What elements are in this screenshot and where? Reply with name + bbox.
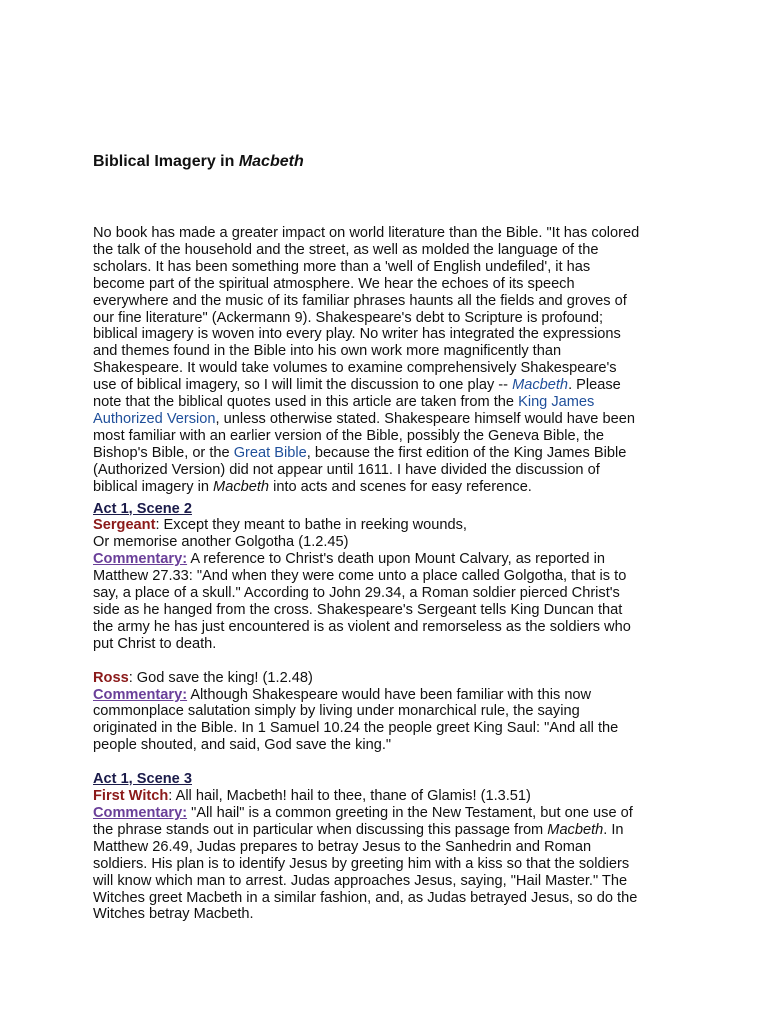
great-bible-link[interactable]: Great Bible: [233, 444, 307, 461]
commentary-line: the army he has just encountered is as violent and remorseless as the soldiers who: [93, 618, 631, 635]
intro-line: [93, 479, 683, 496]
intro-line: No book has made a greater impact on world literature than the Bible. "It has colored: [93, 225, 640, 241]
commentary-text: . In: [603, 821, 624, 838]
intro-line: Shakespeare. It would take volumes to examine comprehensively Shakespeare's: [93, 360, 617, 377]
quote-line: [93, 670, 683, 687]
intro-line: most familiar with an earlier version of the Bible, possibly the Geneva Bible, the: [93, 427, 605, 444]
intro-line: (Authorized Version) did not appear until 1611. I have divided the discussion of: [93, 461, 600, 478]
intro-line: [93, 394, 683, 411]
section-ross: [93, 670, 683, 755]
commentary-line: originated in the Bible. In 1 Samuel 10.24 the people greet King Saul: "And all the: [93, 720, 619, 737]
intro-text: into acts and scenes for easy reference.: [269, 478, 532, 495]
intro-line: [93, 445, 683, 462]
intro-text: , unless otherwise stated. Shakespeare himself would have been: [215, 410, 635, 427]
intro-text: note that the biblical quotes used in this article are taken from the: [93, 394, 519, 411]
commentary-line: Matthew 26.49, Judas prepares to betray Jesus to the Sanhedrin and Roman: [93, 838, 592, 855]
quote-line: Or memorise another Golgotha (1.2.45): [93, 534, 349, 551]
act-heading: Act 1, Scene 2: [93, 500, 192, 517]
commentary-text: A reference to Christ's death upon Mount Calvary, as reported in: [187, 551, 605, 568]
intro-paragraph: [93, 225, 683, 496]
commentary-line: soldiers. His plan is to identify Jesus by greeting him with a kiss so that the soldiers: [93, 855, 630, 872]
quote-text: : Except they meant to bathe in reeking wounds,: [155, 517, 467, 534]
intro-text: biblical imagery in: [93, 478, 214, 495]
intro-line: biblical imagery is woven into every play. No writer has integrated the expressions: [93, 326, 621, 343]
spacer: [93, 653, 683, 670]
quote-text: : All hail, Macbeth! hail to thee, thane of Glamis! (1.3.51): [168, 788, 531, 805]
speaker-name: First Witch: [93, 788, 169, 805]
commentary-line: side as he hanged from the cross. Shakespeare's Sergeant tells King Duncan that: [93, 601, 623, 618]
commentary-line: Witches greet Macbeth in a similar fashion, and, as Judas betrayed Jesus, so do the: [93, 889, 638, 906]
intro-text: , because the first edition of the King James Bible: [306, 444, 627, 461]
quote-line: [93, 788, 683, 805]
intro-line: become part of the spiritual atmosphere. We hear the echoes of its speech: [93, 275, 575, 292]
intro-line: everywhere and the music of its familiar phrases haunts all the fields and groves of: [93, 292, 627, 309]
speaker-name: Ross: [93, 669, 129, 686]
commentary-line: will know which man to arrest. Judas approaches Jesus, saying, "Hail Master." The: [93, 872, 628, 889]
commentary-text: Although Shakespeare would have been familiar with this now: [187, 686, 592, 703]
intro-line: [93, 377, 683, 394]
act-heading: Act 1, Scene 3: [93, 771, 192, 788]
intro-line: [93, 411, 683, 428]
commentary-text: "All hail" is a common greeting in the New Testament, but one use of: [187, 805, 633, 821]
commentary-label: Commentary:: [93, 551, 188, 568]
quote-text: : God save the king! (1.2.48): [128, 669, 313, 686]
title-text: Biblical Imagery in: [93, 153, 239, 170]
title-italic: Macbeth: [238, 153, 304, 170]
intro-text: . Please: [568, 377, 621, 394]
section-act1-scene3: [93, 771, 683, 923]
document-body: [93, 225, 683, 923]
commentary-line: [93, 822, 683, 839]
commentary-text: the phrase stands out in particular when discussing this passage from: [93, 821, 548, 838]
commentary-line: people shouted, and said, God save the king.": [93, 737, 392, 754]
commentary-line: [93, 805, 683, 822]
spacer: [93, 754, 683, 771]
section-act1-scene2: [93, 501, 683, 653]
quote-line: [93, 517, 683, 534]
speaker-name: Sergeant: [93, 517, 156, 534]
commentary-line: put Christ to death.: [93, 635, 217, 652]
commentary-line: say, a place of a skull." According to John 29.34, a Roman soldier pierced Christ's: [93, 585, 620, 602]
commentary-label: Commentary:: [93, 686, 188, 703]
commentary-label: Commentary:: [93, 805, 188, 821]
macbeth-italic: Macbeth: [547, 821, 604, 838]
king-james-link[interactable]: King James: [518, 394, 595, 411]
intro-line: our fine literature" (Ackermann 9). Shakespeare's debt to Scripture is profound;: [93, 309, 604, 326]
intro-line: scholars. It has been something more than a 'well of English undefiled', it has: [93, 258, 591, 275]
intro-text: Bishop's Bible, or the: [93, 444, 234, 461]
commentary-line: commonplace salutation simply by living under monarchical rule, the saying: [93, 703, 580, 720]
intro-line: and themes found in the Bible into his own work more magnificently than: [93, 343, 562, 360]
intro-text: use of biblical imagery, so I will limit the discussion to one play --: [93, 377, 513, 394]
page-title: [93, 153, 304, 171]
commentary-line: [93, 551, 683, 568]
macbeth-link[interactable]: Macbeth: [512, 377, 569, 394]
commentary-line: [93, 687, 683, 704]
authorized-version-link[interactable]: Authorized Version: [93, 410, 216, 427]
macbeth-italic: Macbeth: [213, 478, 270, 495]
commentary-line: Matthew 27.33: "And when they were come unto a place called Golgotha, that is to: [93, 568, 627, 585]
commentary-line: Witches betray Macbeth.: [93, 906, 254, 923]
intro-line: the talk of the household and the street, as well as molded the language of the: [93, 241, 599, 258]
